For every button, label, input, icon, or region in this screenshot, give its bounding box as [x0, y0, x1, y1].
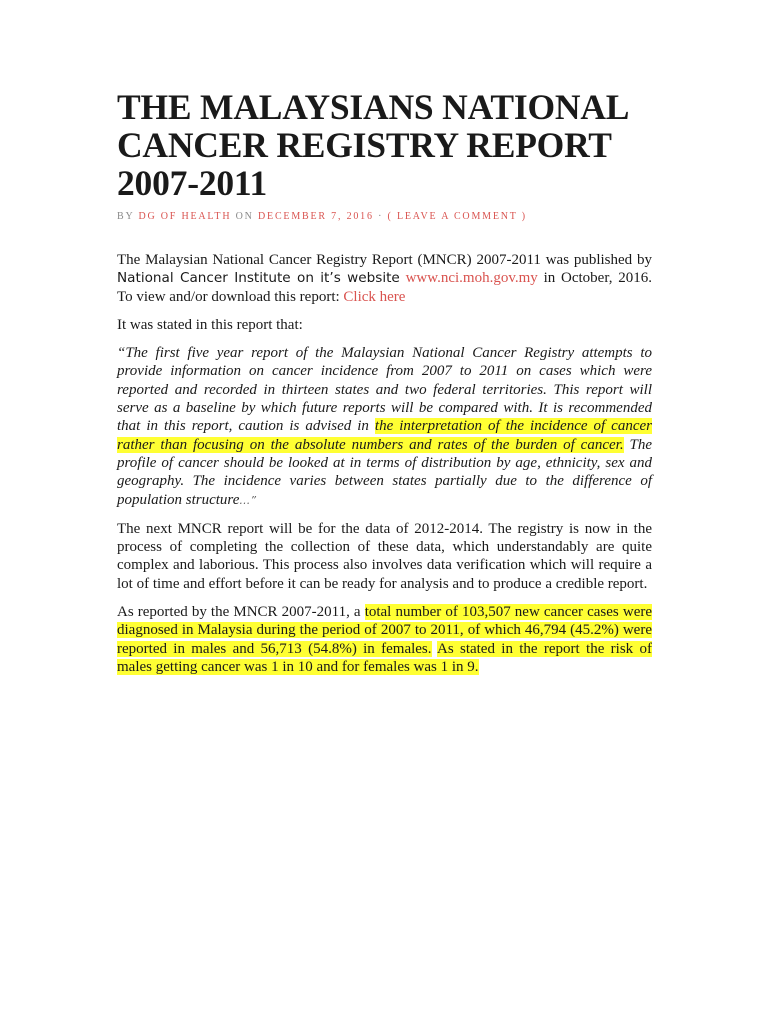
next-report-paragraph: The next MNCR report will be for the data of 2012-2014. The registry is now in the process of completing the collection of these data, which understandably are quite complex and laborious. This process also involves data verification which will require a lot of time and effort before it can be ready for analysis and to produce a credible report. [117, 520, 652, 592]
stated-paragraph: It was stated in this report that: [117, 316, 303, 333]
byline-separator: · [378, 211, 384, 222]
intro-text-3: in October, 2016. To view and/or download this report: [117, 270, 653, 305]
nci-website-link[interactable]: www.nci.moh.gov.my [405, 270, 538, 287]
quote-text-2: The profile of cancer should be looked at in terms of distribution by age, ethnicity, sex and geography. The incidence varies between states partially due to the difference of population structure [117, 436, 652, 508]
statistics-paragraph [117, 603, 652, 676]
article-byline [117, 210, 652, 224]
stats-highlight-1: total number of 103,507 new cancer cases were diagnosed in Malaysia during the period of 2007 to 2011, of which 46,794 (45.2%) were reported in males and 56,713 (54.8%) in females. [117, 604, 653, 657]
stats-highlight-2: As stated in the report the risk of males getting cancer was 1 in 10 and for females was 1 in 9. [117, 640, 652, 675]
stats-text-1: As reported by the MNCR 2007-2011, a [117, 604, 361, 621]
leave-comment-link[interactable]: ( LEAVE A COMMENT ) [387, 211, 527, 222]
intro-text-1: The Malaysian National Cancer Registry Report (MNCR) 2007-2011 was published by [117, 252, 652, 268]
author-link[interactable]: DG OF HEALTH [138, 211, 232, 222]
date-link[interactable]: DECEMBER 7, 2016 [258, 211, 374, 222]
article [117, 88, 652, 676]
byline-by: BY [117, 211, 135, 222]
click-here-link[interactable]: Click here [343, 288, 406, 305]
quote-highlight: the interpretation of the incidence of cancer rather than focusing on the absolute numbers and rates of the burden of cancer. [117, 418, 652, 453]
intro-paragraph [117, 251, 652, 306]
quote-text-1: “The first five year report of the Malaysian National Cancer Registry attempts to provide information on cancer incidence from 2007 to 2011 on cases which were reported and recorded in thirteen states and two federal territories. This report will serve as a baseline by which future reports will be compared with. It is recommended that in this report, caution is advised in [117, 345, 652, 435]
quote-ellipsis: …” [239, 493, 257, 507]
byline-on: ON [235, 211, 254, 222]
intro-text-2: National Cancer Institute on it’s website [117, 270, 400, 287]
report-quote [117, 344, 652, 510]
article-title: THE MALAYSIANS NATIONAL CANCER REGISTRY REPORT 2007-2011 [117, 87, 628, 203]
